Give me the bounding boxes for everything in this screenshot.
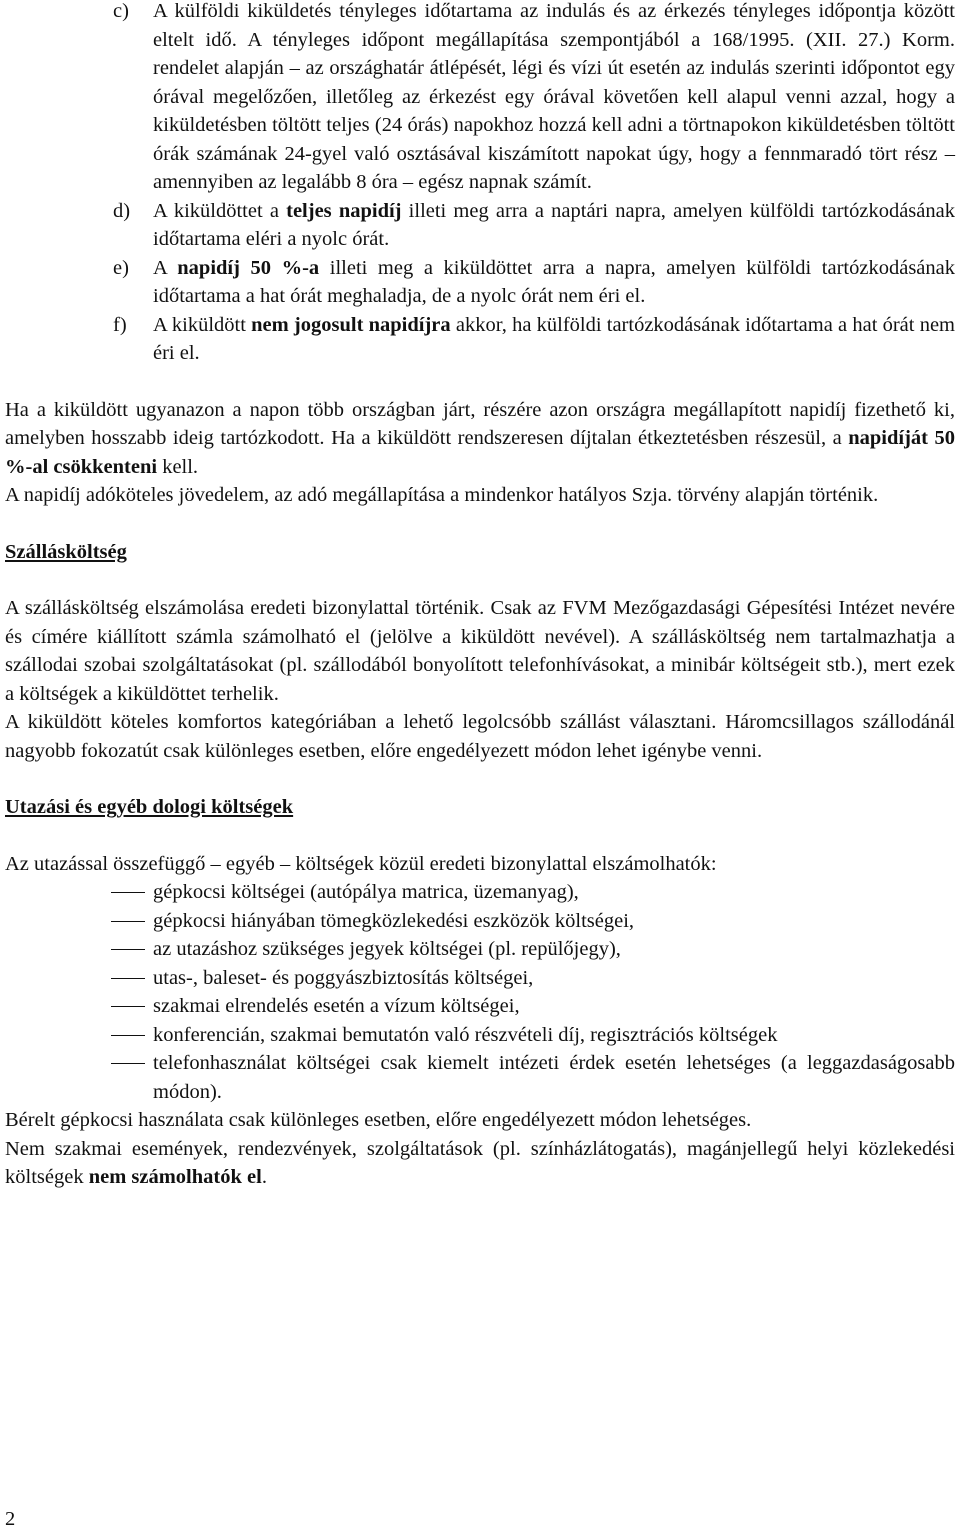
list-item-text: gépkocsi hiányában tömegközlekedési eszközök költségei,	[153, 909, 635, 932]
text-run: akkor, ha külföldi tartózkodásának időtartama a hat órát nem éri el.	[153, 313, 955, 364]
text-run: Ha a kiküldött ugyanazon a napon több országban járt, részére azon országra megállapított napidíj fizethető ki, amelyben hosszabb ideig tartózkodott. Ha a kiküldött rendszeresen díjtalan étkeztetésben részesül, a	[5, 398, 955, 449]
dash-bullet-icon	[5, 878, 153, 907]
dash-bullet-icon	[5, 907, 153, 936]
text-run: illeti meg arra a naptári napra, amelyen külföldi tartózkodásának időtartama eléri a nyolc órát.	[153, 199, 955, 250]
list-item-text	[153, 197, 955, 254]
list-item	[5, 1049, 955, 1106]
paragraph-multiple-countries	[5, 396, 955, 482]
travel-costs-list	[5, 878, 955, 1106]
text-run: A kiküldött	[153, 313, 252, 336]
list-item	[5, 964, 955, 993]
spacer	[5, 566, 955, 594]
dash-bullet-icon	[5, 935, 153, 964]
list-item-text: telefonhasználat költségei csak kiemelt intézeti érdek esetén lehetséges (a leggazdaságosabb módon).	[153, 1052, 955, 1103]
paragraph-accommodation-billing: A szállásköltség elszámolása eredeti bizonylattal történik. Csak az FVM Mezőgazdasági Gépesítési Intézet nevére és címére kiállított számla számolható el (jelölve a kiküldött nevével). A szállásköltség nem tartalmazhatja a szállodai szobai szolgáltatásokat (pl. szállodából bonyolított telefonhívásokat, a minibár költségeit stb.), mert ezek a költségek a kiküldöttet terhelik.	[5, 597, 955, 705]
list-item	[5, 1021, 955, 1050]
bold-text-run: napidíját 50 %-al csökkenteni	[5, 427, 955, 478]
text-run: A külföldi kiküldetés tényleges időtartama az indulás és az érkezés tényleges időpontja között eltelt idő. A tényleges időpont megállapítása szempontjából a 168/1995. (XII. 27.) Korm. rendelet alapján – az országhatár átlépését, légi és vízi út esetén az indulás szerinti időpontot egy órával megelőzően, illetőleg az érkezést egy órával követően kell alapul venni azzal, hogy a kiküldetésben töltött teljes (24 órás) napokhoz hozzá kell adni a törtnapokon kiküldetésben töltött órák számának 24-gyel való osztásával kiszámított napokat úgy, hogy a fennmaradó tört rész – amennyiben az legalább 8 óra – egész napnak számít.	[153, 0, 955, 193]
list-item	[5, 935, 955, 964]
list-item	[5, 197, 955, 254]
spacer	[5, 510, 955, 538]
allowance-conditions-list	[5, 0, 955, 368]
dash-bullet-icon	[5, 1049, 153, 1078]
spacer	[5, 368, 955, 396]
list-item-text: konferencián, szakmai bemutatón való részvételi díj, regisztrációs költségek	[153, 1023, 778, 1046]
list-item-text: utas-, baleset- és poggyászbiztosítás költségei,	[153, 966, 534, 989]
bold-text-run: nem számolhatók el	[88, 1166, 262, 1188]
text-run: .	[261, 1166, 267, 1188]
paragraph-travel-intro: Az utazással összefüggő – egyéb – költségek közül eredeti bizonylattal elszámolhatók:	[5, 852, 717, 875]
bold-text-run: teljes napidíj	[286, 199, 402, 222]
section-heading-accommodation: Szállásköltség	[5, 540, 127, 563]
list-item-text: szakmai elrendelés esetén a vízum költségei,	[153, 995, 520, 1017]
list-item-label: e)	[113, 256, 129, 279]
list-item-text: gépkocsi költségei (autópálya matrica, üzemanyag),	[153, 881, 579, 903]
list-item	[5, 907, 955, 936]
list-item-label: f)	[113, 313, 127, 336]
page-number: 2	[5, 1508, 16, 1530]
paragraph-accommodation-category: A kiküldött köteles komfortos kategóriában a lehető legolcsóbb szállást választani. Háromcsillagos szállodánál nagyobb fokozatút csak különleges esetben, előre engedélyezett módon lehet igénybe venni.	[5, 711, 955, 762]
list-item	[5, 254, 955, 311]
list-item	[5, 992, 955, 1021]
text-run: Nem szakmai események, rendezvények, szolgáltatások (pl. színházlátogatás), magánjellegű helyi közlekedési költségek	[5, 1137, 955, 1188]
paragraph-tax: A napidíj adóköteles jövedelem, az adó megállapítása a mindenkor hatályos Szja. törvény alapján történik.	[5, 484, 879, 506]
list-item-text: az utazáshoz szükséges jegyek költségei (pl. repülőjegy),	[153, 938, 621, 960]
list-item	[5, 0, 955, 197]
text-run: A	[153, 256, 178, 279]
paragraph-non-professional	[5, 1135, 955, 1192]
document-page	[5, 0, 955, 1192]
bold-text-run: napidíj 50 %-a	[177, 256, 320, 279]
list-item	[5, 311, 955, 368]
list-item-text	[153, 0, 955, 197]
section-heading-travel-costs: Utazási és egyéb dologi költségek	[5, 796, 294, 818]
text-run: A kiküldöttet a	[153, 199, 287, 222]
text-run: illeti meg a kiküldöttet arra a napra, amelyen külföldi tartózkodásának időtartama a hat órát meghaladja, de a nyolc órát nem éri el.	[153, 256, 955, 307]
list-item-text	[153, 311, 955, 368]
bold-text-run: nem jogosult napidíjra	[251, 313, 451, 336]
spacer	[5, 822, 955, 850]
list-item	[5, 878, 955, 907]
dash-bullet-icon	[5, 964, 153, 993]
list-item-label: d)	[113, 199, 131, 222]
text-run: kell.	[157, 455, 199, 478]
dash-bullet-icon	[5, 992, 153, 1021]
spacer	[5, 765, 955, 793]
list-item-label: c)	[113, 0, 129, 22]
paragraph-rental-car: Bérelt gépkocsi használata csak különleges esetben, előre engedélyezett módon lehetséges.	[5, 1109, 752, 1131]
list-item-text	[153, 254, 955, 311]
dash-bullet-icon	[5, 1021, 153, 1050]
